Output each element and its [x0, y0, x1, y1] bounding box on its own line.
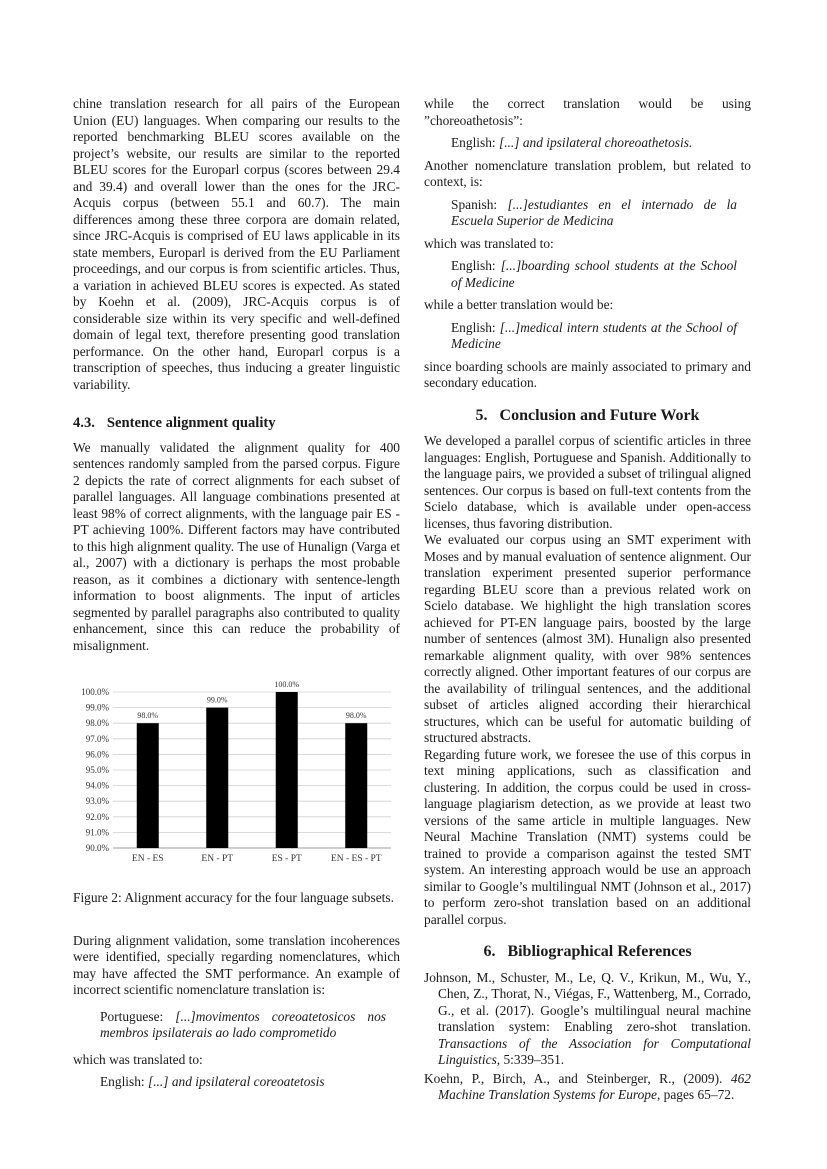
x-tick-label: ES - PT: [271, 854, 302, 864]
section-number: 4.3.: [73, 415, 95, 431]
y-tick-label: 99.0%: [85, 702, 109, 713]
quote-english-3: [424, 258, 751, 291]
quote-lang: Portuguese:: [100, 1008, 164, 1024]
bar-value-label: 98.0%: [137, 711, 159, 721]
bar: [137, 723, 159, 848]
quote-spanish: [424, 197, 751, 230]
bar: [206, 708, 228, 848]
alignment-chart: [73, 680, 400, 880]
left-column: [73, 96, 400, 1091]
quote-lang: English:: [451, 319, 496, 335]
quote-english-4: [424, 320, 751, 353]
since-paragraph: since boarding schools are mainly associated to primary and secondary education.: [424, 358, 751, 390]
quote-english-2: [424, 135, 751, 152]
quote-text: [...]medical intern students at the School of Medicine: [451, 319, 737, 351]
section-number: 6.: [483, 943, 496, 960]
y-tick-label: 98.0%: [85, 718, 109, 729]
figure-caption: Figure 2: Alignment accuracy for the four language subsets.: [73, 890, 394, 905]
x-tick-label: EN - PT: [201, 854, 234, 864]
x-tick-label: EN - ES: [131, 854, 164, 864]
y-tick-label: 97.0%: [85, 733, 109, 744]
y-tick-label: 93.0%: [85, 796, 109, 807]
section-title: Sentence alignment quality: [106, 415, 276, 431]
ref-venue: Transactions of the Association for Computational Linguistics: [438, 1035, 751, 1067]
quote-lang: English:: [451, 135, 496, 150]
conclusion-paragraph-2: We evaluated our corpus using an SMT experiment with Moses and by manual evaluation of sentence alignment. Our translation experiment presented superior performance regarding BLEU score than a previous related work on Scielo database. We highlight the high translation scores achieved for PT-EN language pairs, boosted by the large number of sentences (almost 3M). Hunalign also presented remarkable alignment quality, with over 98% sentences correctly aligned. Other important features of our corpus are the availability of trilingual sentences, and the additional subset of articles aligned according their hierarchical structures, which can be useful for automatic building of structured abstracts.: [424, 532, 751, 745]
quote-text: [...] and ipsilateral choreoathetosis.: [499, 135, 693, 150]
quote-lang: Spanish:: [451, 196, 498, 212]
quote-lang: English:: [451, 258, 496, 273]
ref-venue: 462 Machine Translation Systems for Europe: [438, 1070, 751, 1102]
conclusion-paragraph-3: Regarding future work, we foresee the use of this corpus in text mining applications, such as classification and clustering. In addition, the corpus could be used in cross-language plagiarism detection, as we provide at least two versions of the same article in multiple languages. New Neural Machine Translation (NMT) systems could be trained to provide a comparison against the tested SMT system. An interesting approach would be use an approach similar to Google’s multilingual NMT (Johnson et al., 2017) to perform zero-shot translation based on an additional parallel corpus.: [424, 746, 751, 927]
alignment-bar-chart: [73, 680, 400, 880]
bar: [276, 692, 298, 848]
section-heading-4-3: [73, 415, 400, 432]
y-tick-label: 91.0%: [85, 827, 109, 838]
y-tick-label: 95.0%: [85, 765, 109, 775]
translated-to-line: which was translated to:: [73, 1051, 203, 1067]
alignment-paragraph: We manually validated the alignment quality for 400 sentences randomly sampled from the parsed corpus. Figure 2 depicts the rate of correct alignments for each subset of parallel languages. All language combinations presented at least 98% of correct alignments, with the language pair ES - PT achieving 100%. Different factors may have contributed to this high alignment quality. The use of Hunalign (Varga et al., 2007) with a dictionary is perhaps the most probable reason, as it combines a dictionary with sentence-length information to boost alignments. The input of articles segmented by parallel paragraphs also contributed to quality enhancement, since this can reduce the probability of misalignment.: [73, 439, 400, 653]
quote-lang: English:: [100, 1074, 145, 1089]
ref-authors: Johnson, M., Schuster, M., Le, Q. V., Krikun, M., Wu, Y., Chen, Z., Thorat, N., Viégas, F., Wattenberg, M., Corrado, G., et al. (2017). Google’s multilingual neural machine translation system: Enabling zero-shot translation.: [424, 969, 751, 1034]
bar: [345, 723, 367, 848]
intro-paragraph: chine translation research for all pairs of the European Union (EU) languages. When comparing our results to the reported benchmarking BLEU scores available on the project’s website, our results are similar to the reported BLEU scores for the Europarl corpus (scores between 29.4 and 39.4) and overall lower than the ones for the JRC-Acquis corpus (between 55.1 and 60.7). The main differences among these three corpora are domain related, since JRC-Acquis is comprised of EU laws applicable in its state members, Europarl is derived from the EU Parliament proceedings, and our corpus is from scientific articles. Thus, a variation in achieved BLEU scores is expected. As stated by Koehn et al. (2009), JRC-Acquis corpus is of considerable size within its very specific and well-defined domain of legal text, therefore presenting good translation performance. On the other hand, Europarl corpus is a transcription of speeches, thus inducing a greater linguistic variability.: [73, 96, 400, 392]
bar-value-label: 98.0%: [345, 711, 367, 721]
y-tick-label: 96.0%: [85, 749, 109, 760]
bar-value-label: 100.0%: [274, 680, 300, 689]
quote-text: [...]estudiantes en el internado de la Escuela Superior de Medicina: [451, 196, 737, 228]
section-heading-5: [424, 408, 751, 425]
quote-portuguese: [73, 1009, 400, 1042]
correct-translation-line: while the correct translation would be using ”choreoathetosis”:: [424, 96, 751, 128]
right-column: [424, 96, 751, 1106]
translated-to-line: which was translated to:: [424, 235, 554, 251]
quote-english-1: [73, 1074, 400, 1091]
quote-text: [...]boarding school students at the School of Medicine: [451, 258, 737, 290]
y-tick-label: 92.0%: [85, 811, 109, 822]
better-translation-line: while a better translation would be:: [424, 297, 614, 312]
section-title: Conclusion and Future Work: [499, 406, 700, 424]
y-tick-label: 94.0%: [85, 780, 109, 791]
y-tick-label: 90.0%: [85, 843, 109, 853]
reference-koehn: [424, 1071, 751, 1104]
section-heading-6: [424, 944, 751, 961]
quote-text: [...]movimentos coreoatetosicos nos membros ipsilaterais ao lado comprometido: [100, 1008, 386, 1040]
quote-text: [...] and ipsilateral coreoatetosis: [148, 1074, 325, 1089]
bar-value-label: 99.0%: [206, 695, 228, 705]
y-tick-label: 100.0%: [81, 687, 109, 697]
section-title: Bibliographical References: [507, 943, 692, 960]
section-number: 5.: [475, 406, 488, 424]
validation-paragraph: During alignment validation, some translation incoherences were identified, specially regarding nomenclatures, which may have affected the SMT performance. An example of incorrect scientific nomenclature translation is:: [73, 932, 400, 997]
reference-johnson: [424, 970, 751, 1069]
ref-pages: , pages 65–72.: [656, 1087, 735, 1102]
another-problem-line: Another nomenclature translation problem, but related to context, is:: [424, 157, 751, 189]
conclusion-paragraph-1: We developed a parallel corpus of scientific articles in three languages: English, Portuguese and Spanish. Additionally to the language pairs, we provided a subset of trilingual aligned sentences. Our corpus is based on full-text contents from the Scielo database, which is available under open-access licenses, thus favoring distribution.: [424, 433, 751, 531]
ref-authors: Koehn, P., Birch, A., and Steinberger, R., (2009).: [424, 1070, 731, 1086]
ref-pages: , 5:339–351.: [496, 1052, 565, 1067]
x-tick-label: EN - ES - PT: [330, 854, 382, 864]
